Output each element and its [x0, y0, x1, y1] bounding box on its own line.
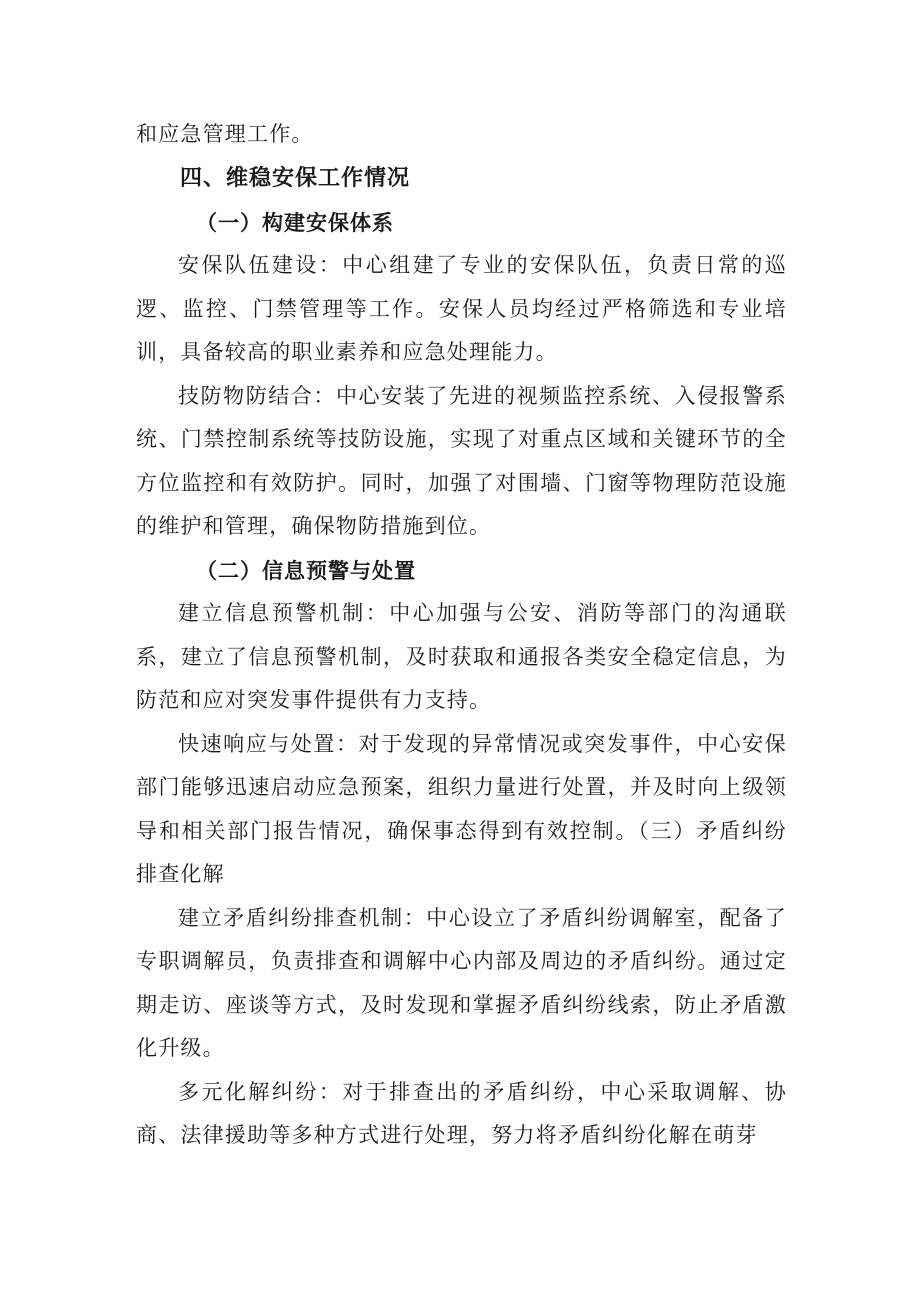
subsection-heading-1: （一）构建安保体系: [196, 209, 394, 235]
paragraph-early-warning: 建立信息预警机制：中心加强与公安、消防等部门的沟通联系，建立了信息预警机制，及时获取和通报各类安全稳定信息，为防范和应对突发事件提供有力支持。: [136, 601, 787, 712]
paragraph-dispute-resolution: 多元化解纠纷：对于排查出的矛盾纠纷，中心采取调解、协商、法律援助等多种方式进行处理，努力将矛盾纠纷化解在萌芽: [136, 1079, 787, 1147]
section-heading: 四、维稳安保工作情况: [180, 165, 411, 191]
subsection-heading-2: （二）信息预警与处置: [196, 557, 416, 583]
continuation-text: 和应急管理工作。: [136, 122, 314, 146]
paragraph-security-team: 安保队伍建设：中心组建了专业的安保队伍，负责日常的巡逻、监控、门禁管理等工作。安保人员均经过严格筛选和专业培训，具备较高的职业素养和应急处理能力。: [136, 253, 787, 364]
paragraph-tech-physical-defense: 技防物防结合：中心安装了先进的视频监控系统、入侵报警系统、门禁控制系统等技防设施，实现了对重点区域和关键环节的全方位监控和有效防护。同时，加强了对围墙、门窗等物理防范设施的维护和管理，确保物防措施到位。: [136, 383, 787, 538]
paragraph-rapid-response: 快速响应与处置：对于发现的异常情况或突发事件，中心安保部门能够迅速启动应急预案，组织力量进行处置，并及时向上级领导和相关部门报告情况，确保事态得到有效控制。（三）矛盾纠纷排查化解: [136, 731, 787, 886]
paragraph-dispute-screening: 建立矛盾纠纷排查机制：中心设立了矛盾纠纷调解室，配备了专职调解员，负责排查和调解中心内部及周边的矛盾纠纷。通过定期走访、座谈等方式，及时发现和掌握矛盾纠纷线索，防止矛盾激化升级。: [136, 905, 787, 1060]
